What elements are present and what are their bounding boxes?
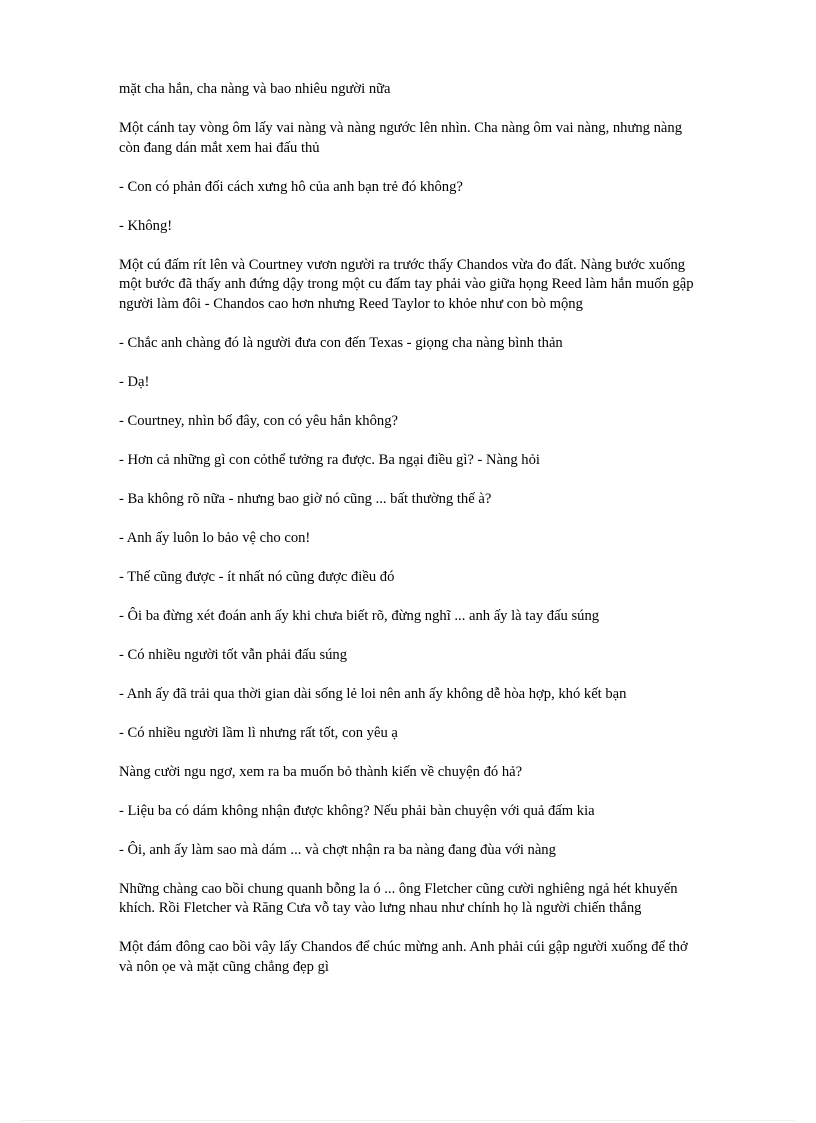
paragraph: - Có nhiều người lầm lì nhưng rất tốt, con yêu ạ — [119, 724, 398, 741]
paragraph: Những chàng cao bồi chung quanh bỗng la ó ... ông Fletcher cũng cười nghiêng ngả hét khuyến khích. Rồi Fletcher và Răng Cưa vỗ tay vào lưng nhau như chính họ là người chiến thắng — [119, 880, 678, 916]
paragraph: Một đám đông cao bồi vây lấy Chandos để chúc mừng anh. Anh phải cúi gập người xuống để thở và nôn ọe và mặt cũng chẳng đẹp gì — [119, 939, 688, 975]
paragraph: Một cánh tay vòng ôm lấy vai nàng và nàng ngước lên nhìn. Cha nàng ôm vai nàng, nhưng nàng còn đang dán mắt xem hai đấu thủ — [119, 120, 682, 156]
page-bottom-divider — [20, 1120, 796, 1121]
paragraph: - Anh ấy luôn lo bảo vệ cho con! — [119, 529, 311, 546]
paragraph: - Hơn cả những gì con cỏthể tưởng ra được. Ba ngại điều gì? - Nàng hỏi — [119, 451, 540, 468]
paragraph: Một cú đấm rít lên và Courtney vươn người ra trước thấy Chandos vừa đo đất. Nàng bước xuống một bước đã thấy anh đứng dậy trong một cu đấm tay phải vào giữa họng Reed làm hắn muốn gập người làm đôi - Chandos cao hơn nhưng Reed Taylor to khỏe như con bò mộng — [119, 256, 694, 312]
paragraph: - Dạ! — [119, 373, 150, 390]
paragraph: - Thế cũng được - ít nhất nó cũng được điều đó — [119, 568, 395, 585]
paragraph: Nàng cười ngu ngơ, xem ra ba muốn bỏ thành kiến về chuyện đó hả? — [119, 763, 523, 780]
paragraph: - Không! — [119, 217, 173, 234]
paragraph: - Ôi ba đừng xét đoán anh ấy khi chưa biết rõ, đừng nghĩ ... anh ấy là tay đấu súng — [119, 607, 600, 624]
paragraph: mặt cha hắn, cha nàng và bao nhiêu người nữa — [119, 81, 391, 97]
paragraph: - Chắc anh chàng đó là người đưa con đến Texas - giọng cha nàng bình thản — [119, 334, 563, 351]
paragraph: - Anh ấy đã trải qua thời gian dài sống lẻ loi nên anh ấy không dễ hòa hợp, khó kết bạn — [119, 685, 627, 702]
document-body — [119, 80, 699, 997]
paragraph: - Ba không rõ nữa - nhưng bao giờ nó cũng ... bất thường thế à? — [119, 490, 492, 507]
paragraph: - Courtney, nhìn bố đây, con có yêu hắn không? — [119, 412, 398, 429]
paragraph: - Có nhiều người tốt vẫn phải đấu súng — [119, 646, 348, 663]
paragraph: - Ôi, anh ấy làm sao mà dám ... và chợt nhận ra ba nàng đang đùa với nàng — [119, 841, 556, 858]
paragraph: - Con có phản đối cách xưng hô của anh bạn trẻ đó không? — [119, 178, 463, 195]
paragraph: - Liệu ba có dám không nhận được không? Nếu phải bàn chuyện với quả đấm kia — [119, 802, 595, 819]
